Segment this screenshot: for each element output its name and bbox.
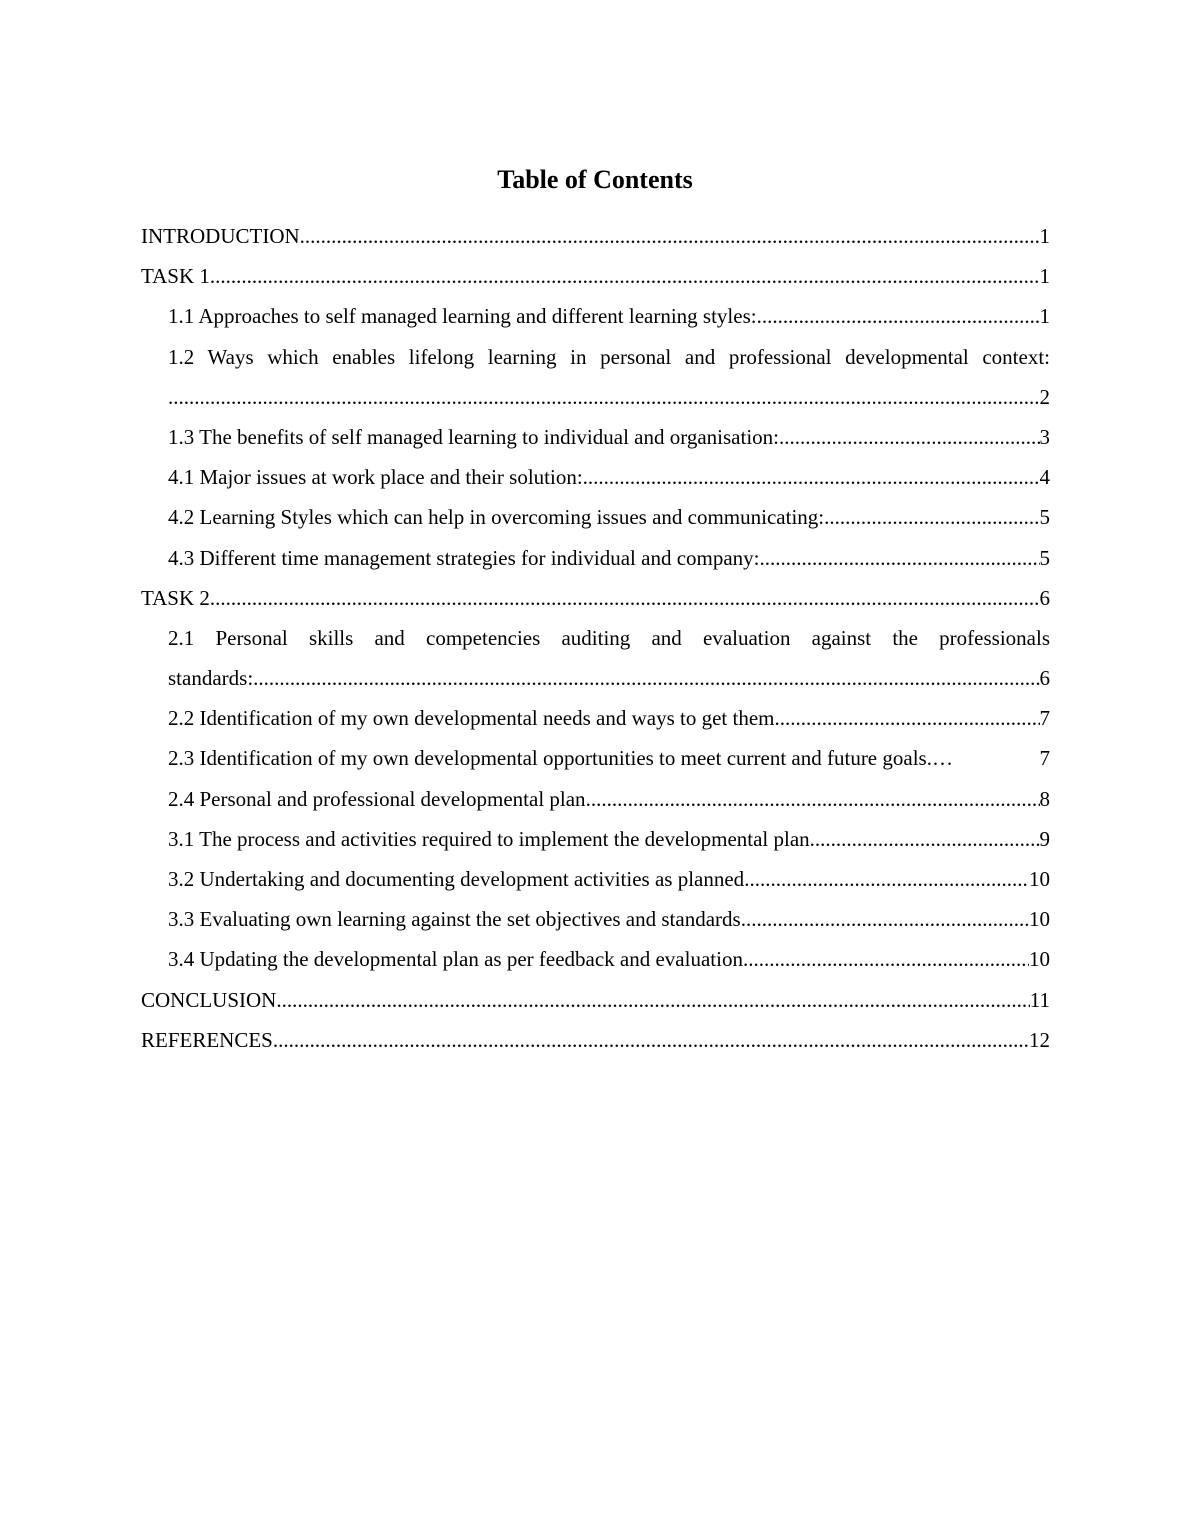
- toc-entry-page: 10: [1029, 907, 1050, 932]
- dot-leader: [168, 377, 1040, 417]
- dot-leader: [775, 698, 1040, 738]
- toc-entry-introduction[interactable]: [141, 216, 1050, 256]
- toc-entry-page: 10: [1029, 947, 1050, 972]
- toc-entry-3-4[interactable]: [168, 939, 1050, 979]
- toc-entry-1-1[interactable]: [168, 296, 1050, 336]
- toc-entry-page: 9: [1039, 826, 1050, 851]
- toc-entry-page: 12: [1029, 1027, 1050, 1052]
- toc-entry-text: CONCLUSION: [141, 987, 277, 1012]
- toc-entry-text: 3.1 The process and activities required to implement the developmental plan: [168, 826, 810, 851]
- toc-entry-text: 3.2 Undertaking and documenting development activities as planned: [168, 867, 745, 892]
- toc-entry-page: 1: [1039, 264, 1050, 289]
- toc-entry-page: 7: [1039, 746, 1050, 771]
- toc-entry-page: 5: [1039, 505, 1050, 530]
- toc-entry-2-3[interactable]: [168, 738, 1050, 778]
- toc-entry-1-3[interactable]: [168, 417, 1050, 457]
- toc-entry-2-4[interactable]: [168, 779, 1050, 819]
- dot-leader: [300, 216, 1040, 256]
- toc-entry-text: 4.3 Different time management strategies for individual and company:: [168, 545, 760, 570]
- toc-entry-conclusion[interactable]: [141, 980, 1050, 1020]
- dot-leader: [583, 457, 1040, 497]
- toc-entry-text: 2.2 Identification of my own developmental needs and ways to get them: [168, 706, 775, 731]
- toc-entry-3-1[interactable]: [168, 819, 1050, 859]
- toc-entry-text: TASK 2: [141, 585, 210, 610]
- toc-entry-4-1[interactable]: [168, 457, 1050, 497]
- toc-entry-text: 4.1 Major issues at work place and their solution:: [168, 465, 583, 490]
- toc-entry-text: 3.4 Updating the developmental plan as per feedback and evaluation: [168, 947, 743, 972]
- toc-entry-page: 4: [1039, 465, 1050, 490]
- dot-leader: [273, 1020, 1029, 1060]
- toc-entry-page: 1: [1039, 304, 1050, 329]
- toc-entry-2-1[interactable]: [168, 618, 1050, 698]
- toc-entry-page: 2: [1039, 384, 1050, 409]
- toc-entry-page: 5: [1039, 545, 1050, 570]
- toc-entry-text-continued: standards:: [168, 666, 254, 691]
- toc-title: Table of Contents: [497, 165, 693, 194]
- toc-entry-text: 4.2 Learning Styles which can help in overcoming issues and communicating:: [168, 505, 825, 530]
- toc-entry-text: 2.4 Personal and professional developmental plan: [168, 786, 586, 811]
- dot-leader: [741, 899, 1029, 939]
- dot-leader: [824, 497, 1039, 537]
- toc-entry-page: 10: [1029, 867, 1050, 892]
- toc-entry-text: 1.1 Approaches to self managed learning and different learning styles:: [168, 304, 757, 329]
- dot-leader: [210, 578, 1040, 618]
- dot-leader: [743, 939, 1029, 979]
- toc-entry-page: 11: [1029, 987, 1050, 1012]
- dot-leader: [744, 859, 1029, 899]
- toc-entry-references[interactable]: [141, 1020, 1050, 1060]
- toc-entry-text: TASK 1: [141, 264, 210, 289]
- toc-entry-text: 3.3 Evaluating own learning against the set objectives and standards: [168, 907, 741, 932]
- table-of-contents: [141, 216, 1050, 1060]
- toc-entry-page: 7: [1039, 706, 1050, 731]
- dot-leader: [932, 738, 1040, 778]
- toc-entry-text: 1.2 Ways which enables lifelong learning in personal and professional developmental context:: [168, 344, 1050, 369]
- toc-entry-text: REFERENCES: [141, 1027, 273, 1052]
- toc-entry-3-2[interactable]: [168, 859, 1050, 899]
- toc-entry-text: 2.1 Personal skills and competencies auditing and evaluation against the professionals: [168, 625, 1050, 650]
- dot-leader: [253, 658, 1039, 698]
- toc-entry-1-2[interactable]: [168, 337, 1050, 417]
- dot-leader: [760, 538, 1040, 578]
- dot-leader: [276, 980, 1029, 1020]
- toc-entry-page: 3: [1039, 424, 1050, 449]
- toc-entry-task-2[interactable]: [141, 578, 1050, 618]
- toc-entry-4-2[interactable]: [168, 497, 1050, 537]
- dot-leader: [757, 296, 1040, 336]
- toc-entry-4-3[interactable]: [168, 538, 1050, 578]
- toc-entry-text: 2.3 Identification of my own developmental opportunities to meet current and future goals.: [168, 746, 932, 771]
- toc-entry-text: INTRODUCTION: [141, 224, 300, 248]
- toc-entry-task-1[interactable]: [141, 256, 1050, 296]
- toc-entry-page: 6: [1039, 585, 1050, 610]
- toc-entry-page: 6: [1039, 666, 1050, 691]
- toc-entry-page: 1: [1039, 224, 1050, 248]
- toc-entry-page: 8: [1039, 786, 1050, 811]
- toc-entry-2-2[interactable]: [168, 698, 1050, 738]
- dot-leader: [810, 819, 1040, 859]
- toc-entry-text: 1.3 The benefits of self managed learning to individual and organisation:: [168, 424, 779, 449]
- dot-leader: [779, 417, 1040, 457]
- toc-entry-3-3[interactable]: [168, 899, 1050, 939]
- dot-leader: [210, 256, 1040, 296]
- dot-leader: [586, 779, 1040, 819]
